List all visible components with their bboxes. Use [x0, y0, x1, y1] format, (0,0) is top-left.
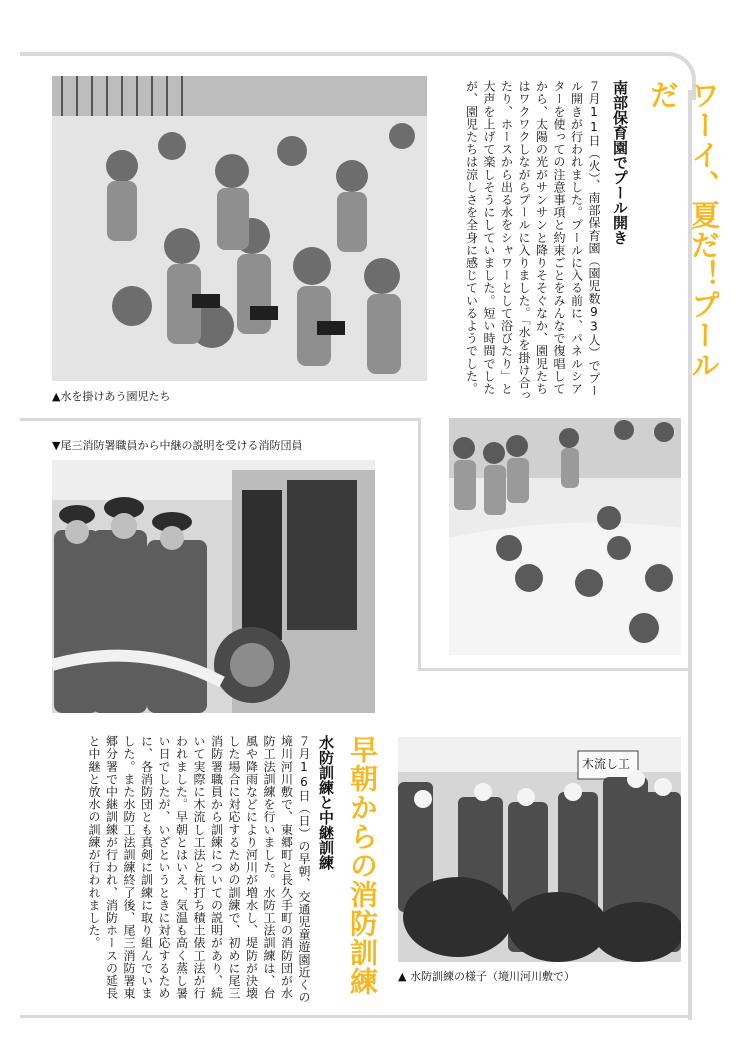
article2-subheading: 水防訓練と中継訓練: [317, 735, 335, 870]
article2-body: ７月16日（日）の早朝、交通児童遊園近くの境川河川敷で、東郷町と長久手町の消防団が水防工法訓練を行いました。水防工法訓練は、台風や降雨などにより河川が増水し、堤防が決壊した場合に対応するための訓練で、初めに尾三消防署職員から訓練についての説明があり、続いて実際に木流し工法と杭打ち積土俵工法が行われました。早朝とはいえ、気温も高く蒸し暑い日でしたが、いざというときに対応するために、各消防団とも真剣に訓練に取り組んでいました。また水防工法訓練終了後、尾三消防署東郷分署で中継訓練が行われ、消防ホースの延長と中継と放水の訓練が行われました。: [87, 735, 311, 1004]
photo-sign: 木流し工: [582, 757, 631, 771]
photo-children-splashing: [52, 76, 427, 381]
photo-caption-flood: ▲ 水防訓練の様子（境川河川敷で）: [398, 970, 575, 983]
photo-flood-drill: [398, 737, 681, 962]
photo-children-in-pool: [449, 418, 681, 655]
photo-caption-pool: ▲水を掛けあう園児たち: [52, 390, 171, 403]
photo-relay-explanation: [52, 460, 375, 713]
article1-subheading: 南部保育園でプール開き: [611, 80, 629, 245]
article2-headline: 早朝からの消防訓練: [346, 735, 379, 996]
page-frame-bottom: [20, 1015, 692, 1018]
article1-headline: ワーイ、夏だ！プールだ: [646, 80, 721, 380]
section-divider-right: [418, 668, 692, 671]
section-divider-vertical: [418, 418, 421, 670]
section-divider: [20, 418, 418, 421]
photo-caption-relay: ▼尾三消防署職員から中継の説明を受ける消防団員: [52, 439, 303, 452]
article1-body: ７月11日（火）、南部保育園（園児数93人）でプール開きが行われました。プールに入る前に、パネルシアターを使っての注意事項と約束ごとをみんなで復唱してから、太陽の光がサンサンと降りそそぐなか、園児たちはワクワクしながらプールに入りました。「水を掛け合ったり、ホースから出る水をシャワーとして浴びたり」と大声を上げて楽しそうにしていました。短い時間でしたが、園児たちは涼しさを全身に感じているようでした。: [464, 80, 601, 402]
